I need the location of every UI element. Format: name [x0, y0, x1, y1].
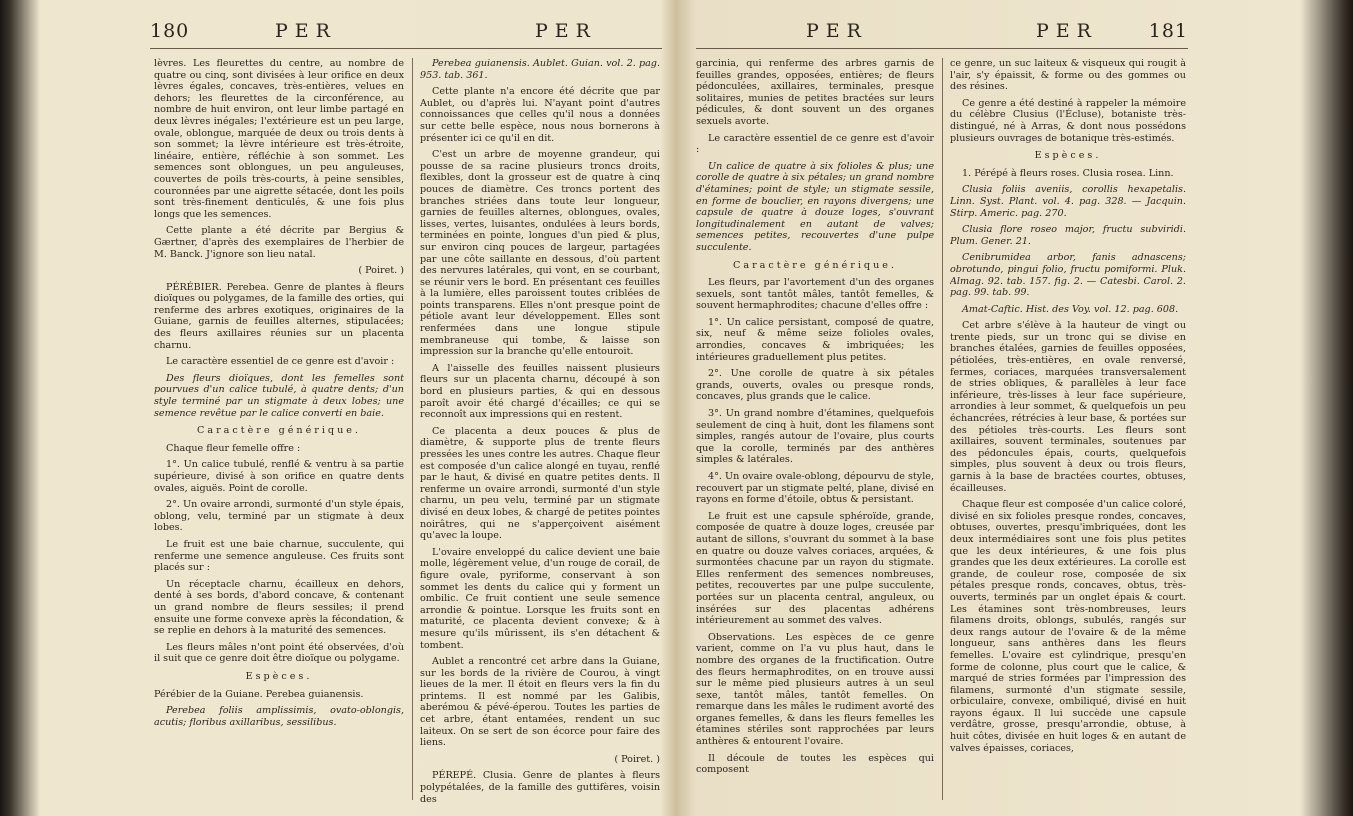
paragraph: C'est un arbre de moyenne grandeur, qui pousse de sa racine plusieurs troncs droits, flexibles, dont la grosseur est de quatre à cinq pouces de diamètre. Ces troncs portent des branches striées dans toute leur longueur, garnies de feuilles alternes, oblongues, ovales, lisses, vertes, luisantes, ondulées à leurs bords, terminées en pointe, longues d'un pied & plus, sur environ cinq pouces de largeur, partagées par une côte saillante en dessous, d'où partent des nervures latérales, qui vont, en se courbant, se réunir vers le bord. En présentant ces feuilles à la lumière, elles paroissent toutes criblées de points transparens. Elles n'ont presque point de pétiole avant leur développement. Elles sont renfermées dans une longue stipule membraneuse qui tombe, & laisse son impression sur la branche qu'elle entouroit.	[420, 149, 660, 358]
paragraph: L'ovaire enveloppé du calice devient une baie molle, légèrement velue, d'un rouge de corail, de figure ovale, pyriforme, conservant à son sommet les dents du calice qui y forment un ombilic. Ce fruit contient une seule semence arrondie & pointue. Lorsque les fruits sont en maturité, ce placenta devient convexe; & à mesure qu'ils mûrissent, ils s'en détachent & tombent.	[420, 546, 660, 651]
paragraph: Observations. Les espèces de ce genre varient, comme on l'a vu plus haut, dans le nombre des organes de la fructification. Outre des fleurs hermaphrodites, on en trouve aussi sur le même pied plusieurs autres à un seul sexe, tantôt mâles, tantôt femelles. On remarque dans les mâles le rudiment avorté des organes femelles, & dans les fleurs femelles les étamines stériles sont rapprochées par leurs anthères & entourent l'ovaire.	[696, 631, 934, 748]
right-column-1	[696, 58, 934, 810]
paragraph: PÉREPÉ. Clusia. Genre de plantes à fleurs polypétalées, de la famille des guttifères, voisin des	[420, 770, 660, 805]
paragraph: Chaque fleur femelle offre :	[166, 442, 301, 454]
paragraph: Clusia foliis aveniis, corollis hexapetalis. Linn. Syst. Plant. vol. 4. pag. 328. — Jacquin. Stirp. Americ. pag. 270.	[950, 184, 1186, 219]
paragraph: ( Poiret. )	[358, 265, 404, 277]
paragraph: Un réceptacle charnu, écailleux en dehors, denté à ses bords, d'abord concave, & contenant un grand nombre de fleurs sessiles; il prend ensuite une forme convexe après la fécondation, & se replie en dehors à la maturité des semences.	[154, 578, 404, 637]
paragraph: 2°. Une corolle de quatre à six pétales grands, ouverts, ovales ou presque ronds, concaves, plus grands que le calice.	[696, 368, 934, 403]
paragraph: Il découle de toutes les espèces qui composent	[696, 752, 934, 776]
paragraph: 1°. Un calice persistant, composé de quatre, six, neuf & même seize folioles ovales, arrondies, concaves & imbriquées; les intérieures graduellement plus petites.	[696, 316, 934, 363]
paragraph: A l'aisselle des feuilles naissent plusieurs fleurs sur un placenta charnu, découpé à son bord en plusieurs parties, & qui en dessous paroît avoir été chargé d'écailles; ce qui se reconnoît aux impressions qui en restent.	[420, 362, 660, 421]
paragraph: Caractère générique.	[197, 425, 361, 437]
paragraph: PÉRÉBIER. Perebea. Genre de plantes à fleurs dioïques ou polygames, de la famille des orties, qui renferme des arbres exotiques, originaires de la Guiane, garnis de feuilles alternes, stipulacées; des fleurs axillaires réunies sur un placenta charnu.	[154, 281, 404, 351]
left-header-rule	[150, 48, 662, 49]
left-column-2	[420, 58, 660, 810]
right-running-head	[696, 14, 1188, 44]
paragraph: lèvres. Les fleurettes du centre, au nombre de quatre ou cinq, sont divisées à leur orifice en deux lèvres égales, concaves, très-entières, velues en dehors; les fleurettes de la circonférence, au nombre de huit environ, ont leur limbe partagé en deux lèvres inégales; l'extérieure est un peu large, ovale, oblongue, marquée de deux ou trois dents à son sommet; la lèvre intérieure est très-étroite, linéaire, entière, réfléchie à son sommet. Les semences sont oblongues, un peu anguleuses, couvertes de poils très-courts, à peine sensibles, couronnées par une aigrette sétacée, dont les poils sont très-finement denticulés, & une fois plus longs que les semences.	[154, 58, 404, 220]
left-running-head	[150, 14, 662, 44]
paragraph: 1. Pérépé à fleurs roses. Clusia rosea. Linn.	[962, 167, 1174, 179]
paragraph: ce genre, un suc laiteux & visqueux qui rougit à l'air, s'y épaissit, & forme ou des gommes ou des résines.	[950, 58, 1186, 93]
left-page	[150, 14, 662, 810]
paragraph: Perebea guianensis. Aublet. Guian. vol. 2. pag. 953. tab. 361.	[420, 58, 660, 81]
paragraph: Les fleurs, par l'avortement d'un des organes sexuels, sont tantôt mâles, tantôt femelles, & souvent hermaphrodites; chacune d'elles offre :	[696, 277, 934, 312]
right-running-head-title-2: PER	[1036, 20, 1098, 42]
paragraph: garcinia, qui renferme des arbres garnis de feuilles grandes, opposées, entières; de fleurs pédonculées, axillaires, terminales, presque solitaires, munies de petites bractées sur leurs pédicules, & dont souvent un des organes sexuels avorte.	[696, 58, 934, 127]
paragraph: Cenibrumidea arbor, fanis adnascens; obrotundo, pingui folio, fructu pomiformi. Pluk. Almag. 92. tab. 157. fig. 2. — Catesbi. Carol. 2. pag. 99. tab. 99.	[950, 252, 1186, 299]
left-running-head-title: PER	[275, 20, 337, 42]
paragraph: Ce placenta a deux pouces & plus de diamètre, & supporte plus de trente fleurs pressées les unes contre les autres. Chaque fleur est composée d'un calice alongé en tuyau, renflé par le haut, & divisé en quatre petites dents. Il renferme un ovaire arrondi, surmonté d'un style charnu, un peu velu, terminé par un stigmate divisé en deux lobes, & chargé de petites pointes noirâtres, qui ne s'apperçoivent aisément qu'avec la loupe.	[420, 425, 660, 542]
paragraph: Les fleurs mâles n'ont point été observées, d'où il suit que ce genre doit être dioïque ou polygame.	[154, 641, 404, 665]
right-header-rule	[696, 48, 1188, 49]
paragraph: Clusia flore roseo major, fructu subviridi. Plum. Gener. 21.	[950, 224, 1186, 247]
left-column-divider	[412, 58, 413, 800]
paragraph: Chaque fleur est composée d'un calice coloré, divisé en six folioles presque rondes, concaves, obtuses, ouvertes, presqu'imbriquées, dont les deux intermédiaires sont une fois plus petites que les deux intérieures, & une fois plus grandes que les deux extérieures. La corolle est grande, de couleur rose, composée de six pétales presque ronds, concaves, obtus, très-ouverts, terminés par un onglet épais & court. Les étamines sont très-nombreuses, leurs filamens droits, oblongs, subulés, rangés sur deux rangs autour de l'ovaire & de la même longueur, sans anthères dans les fleurs femelles. L'ovaire est cylindrique, presqu'en forme de colonne, plus court que le calice, & marqué de stries formées par l'impression des filamens, surmonté d'un stigmate sessile, orbiculaire, convexe, ombiliqué, divisé en huit rayons égaux. Il lui succède une capsule verdâtre, grosse, presqu'arrondie, obtuse, à huit côtes, divisée en huit loges & en autant de valves épaisses, coriaces,	[950, 499, 1186, 754]
paragraph: Un calice de quatre à six folioles & plus; une corolle de quatre à six pétales; un grand nombre d'étamines; point de style; un stigmate sessile, en forme de bouclier, en rayons divergens; une capsule de quatre à douze loges, s'ouvrant longitudinalement en autant de valves; semences petites, recouvertes d'une pulpe succulente.	[696, 160, 934, 253]
paragraph: 1°. Un calice tubulé, renflé & ventru à sa partie supérieure, divisé à son orifice en quatre dents ovales, aiguës. Point de corolle.	[154, 459, 404, 494]
left-column-1	[154, 58, 404, 810]
right-column-2	[950, 58, 1186, 810]
paragraph: Espèces.	[245, 670, 313, 682]
paragraph: Pérébier de la Guiane. Perebea guianensis.	[154, 688, 364, 700]
paragraph: Des fleurs dioïques, dont les femelles sont pourvues d'un calice tubulé, à quatre dents; d'un style terminé par un stigmate à deux lobes; une semence revêtue par le calice converti en baie.	[154, 372, 404, 419]
paragraph: Cette plante a été décrite par Bergius & Gærtner, d'après des exemplaires de l'herbier de M. Banck. J'ignore son lieu natal.	[154, 225, 404, 260]
paragraph: Le caractère essentiel de ce genre est d'avoir :	[166, 356, 395, 368]
left-page-number: 180	[150, 20, 190, 42]
right-running-head-title: PER	[806, 20, 868, 42]
paragraph: Amat-Caftic. Hist. des Voy. vol. 12. pag. 608.	[962, 303, 1179, 315]
paragraph: Perebea foliis amplissimis, ovato-oblongis, acutis; floribus axillaribus, sessilibus.	[154, 705, 404, 728]
paragraph: Cette plante n'a encore été décrite que par Aublet, ou d'après lui. N'ayant point d'autres connoissances que celles qu'il nous a données sur cette belle espèce, nous nous bornerons à présenter ici ce qu'il en dit.	[420, 86, 660, 144]
paragraph: 4°. Un ovaire ovale-oblong, dépourvu de style, recouvert par un stigmate pelté, plane, divisé en rayons en forme d'étoile, obtus & persistant.	[696, 471, 934, 506]
paragraph: Ce genre a été destiné à rappeler la mémoire du célèbre Clusius (l'Écluse), botaniste très-distingué, né à Arras, & dont nous possédons plusieurs ouvrages de botanique très-estimés.	[950, 97, 1186, 144]
paragraph: Cet arbre s'élève à la hauteur de vingt ou trente pieds, sur un tronc qui se divise en branches étalées, garnies de feuilles opposées, pétiolées, très-entières, en ovale renversé, fermes, coriaces, marquées transversalement de stries obliques, & parallèles à leur face inférieure, très-lisses à leur face supérieure, arrondies à leur sommet, & quelquefois un peu échancrées, rétrécies à leur base, & portées sur des pétioles très-courts. Les fleurs sont axillaires, souvent terminales, soutenues par des pédoncules épais, courts, quelquefois simples, plus souvent à deux ou trois fleurs, garnis à la base de bractées courtes, obtuses, écailleuses.	[950, 320, 1186, 494]
paragraph: Caractère générique.	[733, 259, 897, 271]
paragraph: 2°. Un ovaire arrondi, surmonté d'un style épais, oblong, velu, terminé par un stigmate à deux lobes.	[154, 499, 404, 534]
paragraph: Espèces.	[1034, 150, 1102, 162]
paragraph: 3°. Un grand nombre d'étamines, quelquefois seulement de cinq à huit, dont les filamens sont simples, rangés autour de l'ovaire, plus courts que la corolle, terminés par des anthères simples & latérales.	[696, 408, 934, 466]
paragraph: Le caractère essentiel de ce genre est d'avoir :	[696, 132, 934, 156]
left-running-head-title-2: PER	[535, 20, 597, 42]
paragraph: ( Poiret. )	[614, 753, 660, 765]
paragraph: Aublet a rencontré cet arbre dans la Guiane, sur les bords de la rivière de Courou, à vingt lieues de la mer. Il étoit en fleurs vers la fin du printems. Il est nommé par les Galibis, aberémou & pévé-éperou. Toutes les parties de cet arbre, étant entamées, rendent un suc laiteux. On se sert de son écorce pour faire des liens.	[420, 656, 660, 749]
paragraph: Le fruit est une baie charnue, succulente, qui renferme une semence anguleuse. Ces fruits sont placés sur :	[154, 538, 404, 574]
right-column-divider	[942, 58, 943, 800]
paragraph: Le fruit est une capsule sphéroïde, grande, composée de quatre à douze loges, creusée par autant de sillons, s'ouvrant du sommet à la base en quatre ou douze valves coriaces, arquées, & surmontées chacune par un rayon du stigmate. Elles renferment des semences nombreuses, petites, recouvertes par une pulpe succulente, portées sur un placenta central, anguleux, ou insérées sur des placentas adhérens intérieurement au sommet des valves.	[696, 510, 934, 627]
right-page-number: 181	[1148, 20, 1188, 42]
right-page	[696, 14, 1188, 810]
